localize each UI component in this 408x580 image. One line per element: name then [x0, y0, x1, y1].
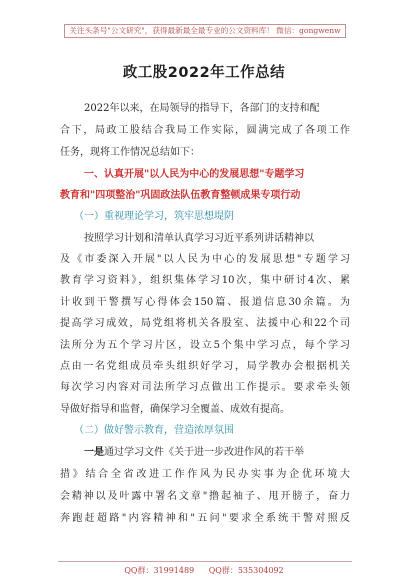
intro-line: 任务，现将工作情况总结如下： [60, 147, 200, 158]
document-title: 政工股2022年工作总结 [122, 65, 286, 81]
footer-divider [58, 561, 352, 562]
body-line: 每次学习内容对司法所学习点做出工作提示。要求牵头领 [60, 382, 350, 393]
body-line: 及《市委深入开展"以人民为中心的发展思想"专题学习 [60, 254, 350, 265]
body-text: 通过学习文件《关于进一步改进作风的若干举 [104, 447, 304, 458]
section-heading: 一、认真开展"以人民为中心的发展思想"专题学习 [84, 169, 305, 180]
body-line [84, 446, 350, 459]
promo-banner: 关注头条号"公文研究"，获得最新最全最专业的公文资料库！ 微信：gongwenw [64, 24, 346, 38]
qq-group-1: QQ群：31991489 [124, 566, 195, 575]
intro-line: 2022年以来，在局领导的指导下，各部门的支持和配 [84, 103, 320, 114]
body-line: 奔跑赶超路"内容精神和"五问"要求全系统干警对照反 [60, 513, 350, 524]
body-line: 会精神以及叶露中署名文章"撸起袖子、甩开膀子，奋力 [60, 491, 350, 502]
intro-line: 合下，局政工股结合我局工作实际，圆满完成了各项工作 [60, 125, 350, 136]
body-line: 措》结合全省改进工作作风为民办实事为企优环境大 [60, 469, 350, 480]
body-line: 提高学习成效，局党组将机关各股室、法援中心和22个司 [60, 318, 350, 329]
subsection-heading: （一）重视理论学习，筑牢思想堤阴 [74, 211, 234, 222]
lead-label: 一是 [84, 447, 104, 458]
body-line: 导做好指导和监督，确保学习全覆盖、成效有提高。 [60, 404, 290, 415]
qq-group-2: QQ群：535304092 [208, 566, 284, 575]
body-line: 点由一名党组成员牵头组织好学习，局学教办会根据机关 [60, 361, 350, 372]
subsection-heading: （二）做好警示教育，营造浓厚氛围 [74, 425, 234, 436]
footer-contacts [0, 565, 408, 576]
body-line: 按照学习计划和清单认真学习习近平系列讲话精神以 [84, 233, 314, 244]
body-line: 法所分为五个学习片区，设立5个集中学习点，每个学习 [60, 340, 350, 351]
section-heading: 教育和"四项整治"巩固政法队伍教育整顿成果专项行动 [60, 190, 301, 201]
body-line: 计收到干警撰写心得体会150篇、报道信息30余篇。为 [60, 297, 350, 308]
body-line: 教育学习资料》，组织集体学习10次，集中研讨4次、累 [60, 275, 350, 286]
